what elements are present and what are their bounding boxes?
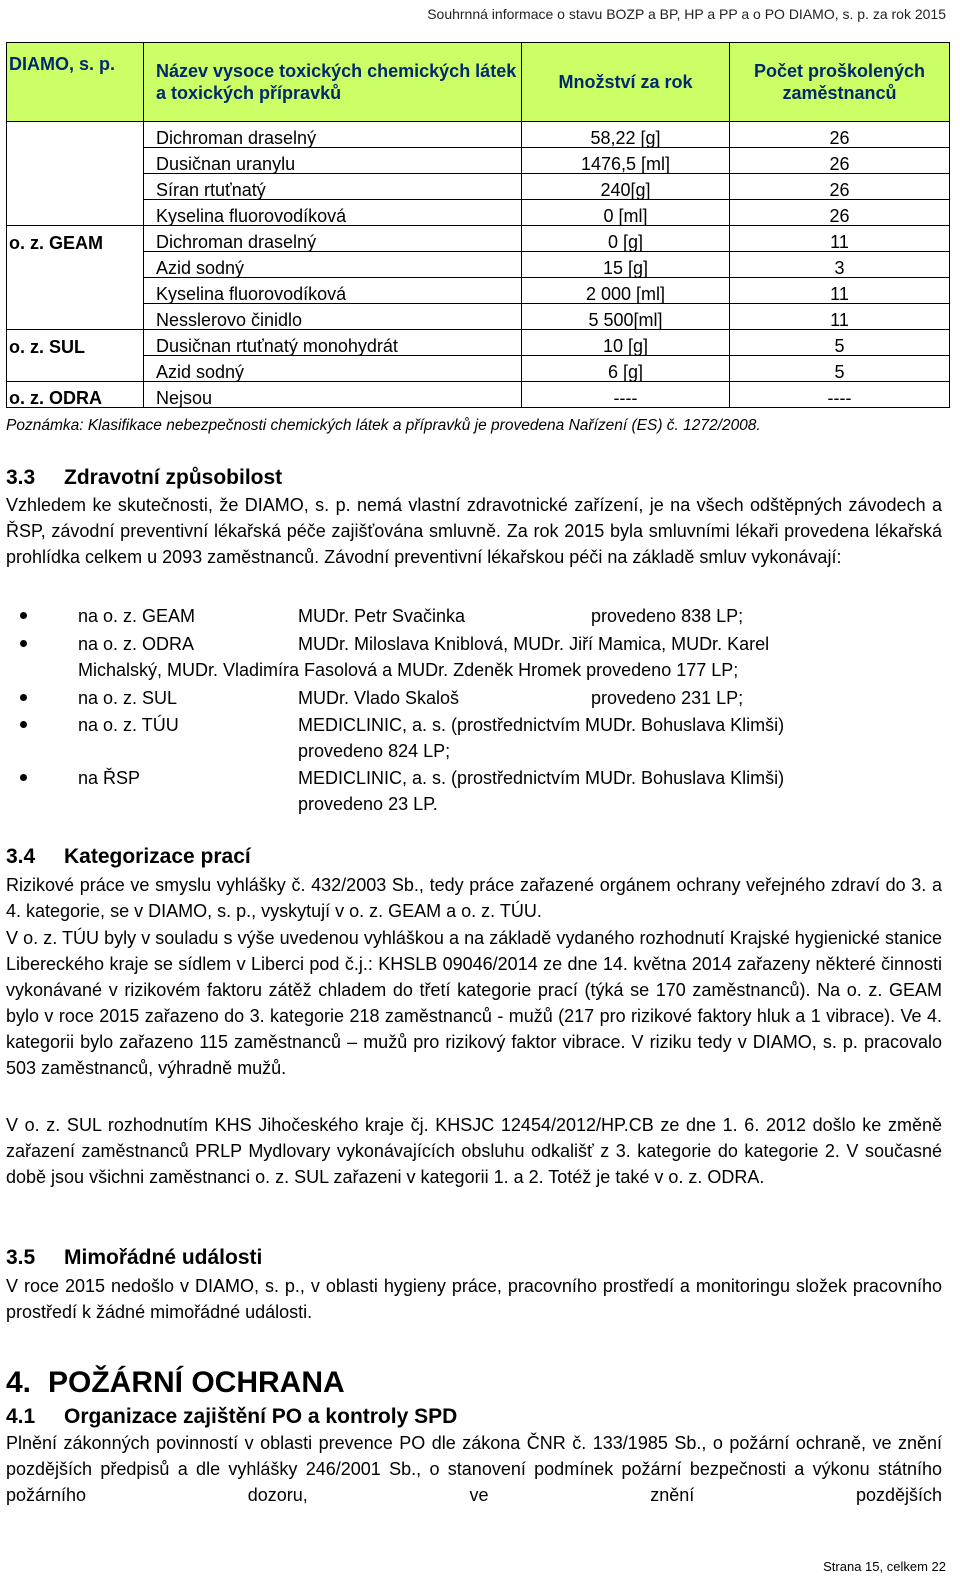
section-3-4-paragraph-1: Rizikové práce ve smyslu vyhlášky č. 432/2003 Sb., tedy práce zařazené orgánem ochrany veřejného zdraví do 3. a 4. kategorie, se v DIAMO, s. p., vyskytují v o. z. GEAM a o. z. TÚU. xyxy=(6,875,942,921)
table-row xyxy=(7,330,950,356)
list-item xyxy=(6,631,946,683)
cell-org xyxy=(7,304,144,330)
cell-count: 26 xyxy=(730,200,950,226)
table-row xyxy=(7,226,950,252)
cell-count: 3 xyxy=(730,252,950,278)
list-item xyxy=(6,765,946,817)
cell-org: o. z. GEAM xyxy=(7,226,144,252)
item-result: provedeno 838 LP; xyxy=(591,606,744,626)
table-row xyxy=(7,278,950,304)
table-row xyxy=(7,304,950,330)
item-doctor: MEDICLINIC, a. s. (prostřednictvím MUDr. Bohuslava Klimši) xyxy=(298,715,785,735)
cell-amount: 2 000 [ml] xyxy=(522,278,730,304)
bullet-icon xyxy=(20,640,27,647)
section-number: 3.3 xyxy=(6,466,36,489)
cell-org: o. z. ODRA xyxy=(7,382,144,408)
cell-org xyxy=(7,356,144,382)
cell-name: Dusičnan uranylu xyxy=(144,148,522,174)
cell-org xyxy=(7,200,144,226)
section-title: Organizace zajištění PO a kontroly SPD xyxy=(64,1405,458,1428)
cell-count: ---- xyxy=(730,382,950,408)
header-count: Počet proškolených zaměstnanců xyxy=(730,43,950,122)
section-number: 3.4 xyxy=(6,845,36,868)
page-footer: Strana 15, celkem 22 xyxy=(823,1559,946,1574)
cell-count: 11 xyxy=(730,226,950,252)
cell-name: Síran rtuťnatý xyxy=(144,174,522,200)
item-location: na o. z. GEAM xyxy=(78,606,196,626)
table-row xyxy=(7,382,950,408)
cell-name: Dichroman draselný xyxy=(144,226,522,252)
chapter-number: 4. xyxy=(6,1366,32,1399)
cell-count: 26 xyxy=(730,174,950,200)
item-location: na o. z. SUL xyxy=(78,688,178,708)
section-3-3-paragraph: Vzhledem ke skutečnosti, že DIAMO, s. p. nemá vlastní zdravotnické zařízení, je na všech odštěpných závodech a ŘSP, závodní preventivní lékařská péče zajišťována smluvně. Za rok 2015 byla smluvními lékaři provedena lékařská prohlídka celkem u 2093 zaměstnanců. Závodní preventivní lékařskou péči na základě smluv vykonávají: xyxy=(6,495,942,567)
cell-org xyxy=(7,122,144,148)
cell-name: Kyselina fluorovodíková xyxy=(144,278,522,304)
item-doctor: MUDr. Petr Svačinka xyxy=(298,606,466,626)
list-item xyxy=(6,712,946,764)
chapter-4-heading xyxy=(6,1366,345,1400)
item-doctor-cont: Michalský, MUDr. Vladimíra Fasolová a MUDr. Zdeněk Hromek provedeno 177 LP; xyxy=(78,660,739,680)
section-title: Zdravotní způsobilost xyxy=(64,466,283,489)
table-row xyxy=(7,174,950,200)
item-location: na o. z. ODRA xyxy=(78,634,195,654)
cell-org xyxy=(7,174,144,200)
section-number: 4.1 xyxy=(6,1405,36,1428)
cell-name: Dichroman draselný xyxy=(144,122,522,148)
cell-amount: ---- xyxy=(522,382,730,408)
section-4-1-paragraph: Plnění zákonných povinností v oblasti prevence PO dle zákona ČNR č. 133/1985 Sb., o požární ochraně, ve znění pozdějších předpisů a dle vyhlášky 246/2001 Sb., o stanovení podmínek požární bezpečnosti a výkonu státního požárního dozoru, ve znění pozdějších xyxy=(6,1433,942,1505)
item-result: provedeno 23 LP. xyxy=(298,794,438,814)
cell-amount: 0 [g] xyxy=(522,226,730,252)
section-3-4-heading xyxy=(6,845,251,869)
section-number: 3.5 xyxy=(6,1246,36,1269)
chapter-title: POŽÁRNÍ OCHRANA xyxy=(48,1366,345,1399)
cell-org xyxy=(7,252,144,278)
section-4-1-heading xyxy=(6,1405,457,1429)
cell-org xyxy=(7,278,144,304)
toxic-chemicals-table xyxy=(6,42,950,408)
cell-name: Azid sodný xyxy=(144,356,522,382)
header-org: DIAMO, s. p. xyxy=(7,43,144,122)
bullet-icon xyxy=(20,721,27,728)
section-3-5-heading xyxy=(6,1246,262,1270)
item-result: provedeno 231 LP; xyxy=(591,688,744,708)
cell-amount: 1476,5 [ml] xyxy=(522,148,730,174)
cell-count: 26 xyxy=(730,148,950,174)
cell-count: 5 xyxy=(730,330,950,356)
item-doctor: MUDr. Vlado Skaloš xyxy=(298,688,460,708)
table-header-row xyxy=(7,43,950,122)
cell-amount: 240[g] xyxy=(522,174,730,200)
bullet-icon xyxy=(20,612,27,619)
item-location: na o. z. TÚU xyxy=(78,715,179,735)
cell-amount: 58,22 [g] xyxy=(522,122,730,148)
cell-amount: 6 [g] xyxy=(522,356,730,382)
cell-name: Nesslerovo činidlo xyxy=(144,304,522,330)
section-title: Mimořádné události xyxy=(64,1246,263,1269)
cell-count: 5 xyxy=(730,356,950,382)
classification-note: Poznámka: Klasifikace nebezpečnosti chemických látek a přípravků je provedena Nařízení (ES) č. 1272/2008. xyxy=(6,417,761,434)
section-3-4-paragraph-3: V o. z. SUL rozhodnutím KHS Jihočeského kraje čj. KHSJC 12454/2012/HP.CB ze dne 1. 6. 2012 došlo ke změně zařazení zaměstnanců PRLP Mydlovary vykonávajících obsluhu odkališť z 3. kategorie do kategorie 2. V současné době jsou všichni zaměstnanci o. z. SUL zařazeni v kategorii 1. a 2. Totéž je také v o. z. ODRA. xyxy=(6,1115,942,1187)
table-row xyxy=(7,252,950,278)
cell-name: Nejsou xyxy=(144,382,522,408)
cell-amount: 10 [g] xyxy=(522,330,730,356)
cell-count: 11 xyxy=(730,278,950,304)
bullet-icon xyxy=(20,774,27,781)
list-item xyxy=(6,685,946,711)
section-3-4-paragraph-2: V o. z. TÚU byly v souladu s výše uvedenou vyhláškou a na základě vydaného rozhodnutí Krajské hygienické stanice Libereckého kraje se sídlem v Liberci pod č.j.: KHSLB 09046/2014 ze dne 14. května 2014 zařazeny některé činnosti vykonávané v rizikovém faktoru zátěž chladem do třetí kategorie prací (týká se 170 zaměstnanců). Na o. z. GEAM bylo v roce 2015 zařazeno do 3. kategorie 218 zaměstnanců - mužů (217 pro rizikové faktory hluk a 1 vibrace). Ve 4. kategorii bylo zařazeno 115 zaměstnanců – mužů pro rizikový faktor vibrace. V riziku tedy v DIAMO, s. p. pracovalo 503 zaměstnanců, výhradně mužů. xyxy=(6,928,942,1078)
table-row xyxy=(7,356,950,382)
cell-name: Dusičnan rtuťnatý monohydrát xyxy=(144,330,522,356)
cell-org: o. z. SUL xyxy=(7,330,144,356)
item-location: na ŘSP xyxy=(78,768,141,788)
header-amount: Množství za rok xyxy=(522,43,730,122)
section-3-5-paragraph: V roce 2015 nedošlo v DIAMO, s. p., v oblasti hygieny práce, pracovního prostředí a monitoringu složek pracovního prostředí k žádné mimořádné události. xyxy=(6,1276,942,1322)
cell-name: Kyselina fluorovodíková xyxy=(144,200,522,226)
item-result: provedeno 824 LP; xyxy=(298,741,451,761)
table-row xyxy=(7,122,950,148)
table-row xyxy=(7,200,950,226)
cell-amount: 5 500[ml] xyxy=(522,304,730,330)
header-name: Název vysoce toxických chemických látek a toxických přípravků xyxy=(144,43,522,122)
cell-org xyxy=(7,148,144,174)
table-row xyxy=(7,148,950,174)
section-title: Kategorizace prací xyxy=(64,845,251,868)
bullet-icon xyxy=(20,694,27,701)
cell-name: Azid sodný xyxy=(144,252,522,278)
running-header: Souhrnná informace o stavu BOZP a BP, HP a PP a o PO DIAMO, s. p. za rok 2015 xyxy=(427,6,946,22)
cell-count: 11 xyxy=(730,304,950,330)
list-item xyxy=(6,603,946,629)
section-3-3-heading xyxy=(6,466,282,490)
item-doctor: MEDICLINIC, a. s. (prostřednictvím MUDr. Bohuslava Klimši) xyxy=(298,768,785,788)
cell-count: 26 xyxy=(730,122,950,148)
cell-amount: 15 [g] xyxy=(522,252,730,278)
cell-amount: 0 [ml] xyxy=(522,200,730,226)
item-doctor: MUDr. Miloslava Kniblová, MUDr. Jiří Mamica, MUDr. Karel xyxy=(298,634,770,654)
